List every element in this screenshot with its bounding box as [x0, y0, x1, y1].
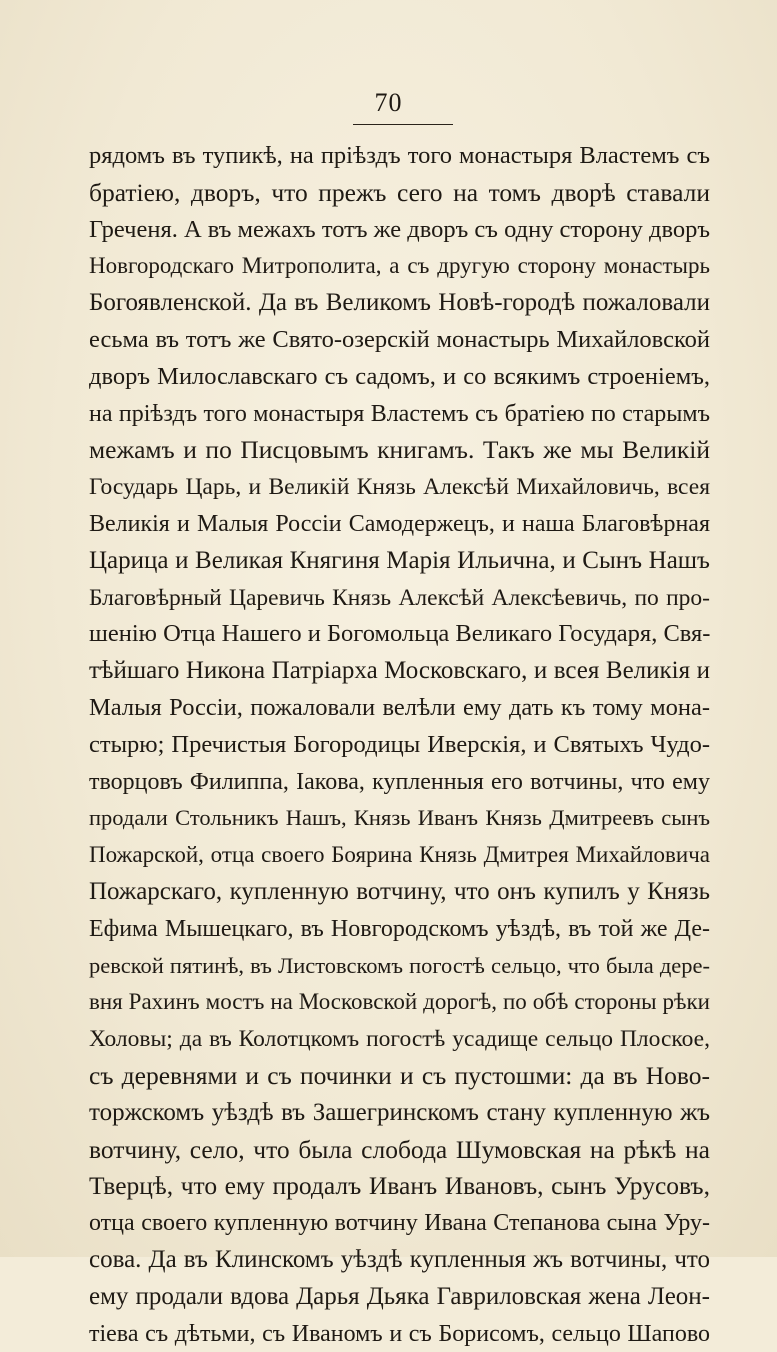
page-number: 70 — [0, 88, 777, 118]
text-line: ему продали вдова Дарья Дьяка Гавриловская жена Леон- — [89, 1279, 710, 1316]
text-line: Греченя. А въ межахъ тотъ же дворъ съ одну сторону дворъ — [89, 212, 710, 249]
body-text — [89, 138, 710, 1352]
text-line: отца своего купленную вотчину Ивана Степанова сына Уру- — [89, 1205, 710, 1242]
text-line: братіею, дворъ, что прежъ сего на томъ дворѣ ставали — [89, 175, 710, 212]
text-line: Благовѣрный Царевичь Князь Алексѣй Алексѣевичь, по про- — [89, 580, 710, 617]
text-line: тѣйшаго Никона Патріарха Московскаго, и всея Великія и — [89, 653, 710, 690]
text-line: Новгородскаго Митрополита, а съ другую сторону монастырь — [89, 248, 710, 285]
text-line: вотчину, село, что была слобода Шумовская на рѣкѣ на — [89, 1132, 710, 1169]
text-line: есьма въ тотъ же Свято-озерскій монастырь Михайловской — [89, 322, 710, 359]
text-line: на пріѣздъ того монастыря Властемъ съ братіею по старымъ — [89, 396, 710, 433]
text-line: сова. Да въ Клинскомъ уѣздѣ купленныя жъ вотчины, что — [89, 1242, 710, 1279]
text-line: Царица и Великая Княгиня Марія Ильична, и Сынъ Нашъ — [89, 543, 710, 580]
text-line: стырю; Пречистыя Богородицы Иверскія, и Святыхъ Чудо- — [89, 727, 710, 764]
text-line: продали Стольникъ Нашъ, Князь Иванъ Князь Дмитреевъ сынъ — [89, 800, 710, 837]
text-line: ревской пятинѣ, въ Листовскомъ погостѣ сельцо, что была дере- — [89, 948, 710, 985]
text-line: рядомъ въ тупикѣ, на пріѣздъ того монастыря Властемъ съ — [89, 138, 710, 175]
text-line: тіева съ дѣтьми, съ Иваномъ и съ Борисомъ, сельцо Шапово — [89, 1316, 710, 1352]
page-number-rule — [353, 124, 453, 125]
text-line: Тверцѣ, что ему продалъ Иванъ Ивановъ, сынъ Урусовъ, — [89, 1168, 710, 1205]
text-line: Богоявленской. Да въ Великомъ Новѣ-городѣ пожаловали — [89, 285, 710, 322]
text-line: межамъ и по Писцовымъ книгамъ. Такъ же мы Великій — [89, 432, 710, 469]
text-line: Малыя Россіи, пожаловали велѣли ему дать къ тому мона- — [89, 690, 710, 727]
text-line: Пожарской, отца своего Боярина Князь Дмитрея Михайловича — [89, 837, 710, 874]
text-line: Пожарскаго, купленную вотчину, что онъ купилъ у Князь — [89, 874, 710, 911]
text-line: творцовъ Филиппа, Іакова, купленныя его вотчины, что ему — [89, 764, 710, 801]
text-line: Ефима Мышецкаго, въ Новгородскомъ уѣздѣ, въ той же Де- — [89, 911, 710, 948]
text-line: шенію Отца Нашего и Богомольца Великаго Государя, Свя- — [89, 616, 710, 653]
text-line: дворъ Милославскаго съ садомъ, и со всякимъ строеніемъ, — [89, 359, 710, 396]
text-line: Холовы; да въ Колотцкомъ погостѣ усадище сельцо Плоское, — [89, 1021, 710, 1058]
text-line: торжскомъ уѣздѣ въ Зашегринскомъ стану купленную жъ — [89, 1095, 710, 1132]
text-line: съ деревнями и съ починки и съ пустошми: да въ Ново- — [89, 1058, 710, 1095]
text-line: вня Рахинъ мостъ на Московской дорогѣ, по обѣ стороны рѣки — [89, 984, 710, 1021]
text-line: Государь Царь, и Великій Князь Алексѣй Михайловичь, всея — [89, 469, 710, 506]
text-line: Великія и Малыя Россіи Самодержецъ, и наша Благовѣрная — [89, 506, 710, 543]
